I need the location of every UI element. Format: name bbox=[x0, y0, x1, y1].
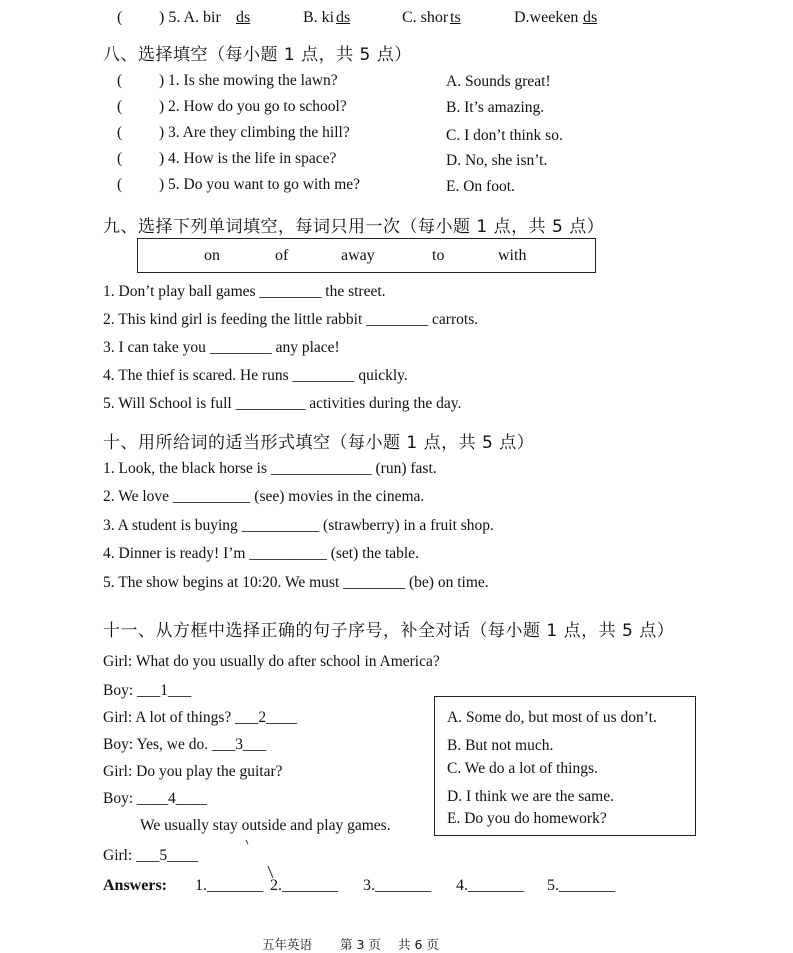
pen-mark bbox=[240, 836, 280, 882]
form-sentence: 5. The show begins at 10:20. We must ________ (be) on time. bbox=[103, 574, 489, 591]
q1-option: A. Sounds great! bbox=[446, 73, 551, 90]
q2-option: B. It’s amazing. bbox=[446, 99, 545, 116]
answer-blank: 1._______ bbox=[195, 877, 263, 894]
form-sentence: 4. Dinner is ready! I’m __________ (set) the table. bbox=[103, 545, 419, 562]
option-a-tail: ds bbox=[236, 9, 251, 26]
dialogue-line: Boy: ____4____ bbox=[103, 790, 207, 807]
q4-text: ) 4. How is the life in space? bbox=[159, 150, 337, 167]
footer-subject: 五年英语 bbox=[262, 937, 313, 952]
answer-blank: 2._______ bbox=[270, 877, 338, 894]
word-bank-item: away bbox=[341, 247, 375, 264]
dialogue-option: D. I think we are the same. bbox=[447, 788, 614, 805]
form-sentence: 3. A student is buying __________ (strawberry) in a fruit shop. bbox=[103, 517, 494, 534]
fill-sentence: 5. Will School is full _________ activities during the day. bbox=[103, 395, 462, 412]
word-bank-item: of bbox=[275, 247, 289, 264]
dialogue-line: Boy: ___1___ bbox=[103, 682, 192, 699]
form-sentence: 2. We love __________ (see) movies in the cinema. bbox=[103, 488, 425, 505]
word-bank-item: to bbox=[432, 247, 445, 264]
fill-sentence: 3. I can take you ________ any place! bbox=[103, 339, 340, 356]
q4-option: D. No, she isn’t. bbox=[446, 152, 548, 169]
answer-blank: 5._______ bbox=[547, 877, 615, 894]
dialogue-line: We usually stay outside and play games. bbox=[140, 817, 391, 834]
footer-page: 第 3 页 bbox=[340, 937, 381, 952]
footer-total: 共 6 页 bbox=[398, 937, 439, 952]
answer-blank: 3._______ bbox=[363, 877, 431, 894]
option-b-head: B. ki bbox=[303, 9, 335, 26]
answers-label: Answers: bbox=[103, 877, 167, 894]
dialogue-option: C. We do a lot of things. bbox=[447, 760, 598, 777]
answer-paren: ( bbox=[117, 9, 123, 26]
q2-paren: ( bbox=[117, 98, 123, 115]
option-d-tail: ds bbox=[583, 9, 598, 26]
section10-title: 十、用所给词的适当形式填空（每小题 1 点，共 5 点） bbox=[103, 433, 535, 453]
dialogue-line: Girl: ___5____ bbox=[103, 847, 199, 864]
q2-text: ) 2. How do you go to school? bbox=[159, 98, 347, 115]
q1-text: ) 1. Is she mowing the lawn? bbox=[159, 72, 338, 89]
dialogue-line: Girl: Do you play the guitar? bbox=[103, 763, 283, 780]
q5-option: E. On foot. bbox=[446, 178, 515, 195]
word-bank-box bbox=[137, 238, 596, 273]
q5-paren: ( bbox=[117, 176, 123, 193]
options-box bbox=[434, 696, 696, 836]
q1-paren: ( bbox=[117, 72, 123, 89]
dialogue-option: E. Do you do homework? bbox=[447, 810, 607, 827]
dialogue-line: Girl: What do you usually do after school in America? bbox=[103, 653, 440, 670]
option-a-head: ) 5. A. bir bbox=[159, 9, 221, 26]
dialogue-option: B. But not much. bbox=[447, 737, 554, 754]
q5-text: ) 5. Do you want to go with me? bbox=[159, 176, 361, 193]
q4-paren: ( bbox=[117, 150, 123, 167]
fill-sentence: 4. The thief is scared. He runs ________ quickly. bbox=[103, 367, 408, 384]
option-d-head: D.weeken bbox=[514, 9, 579, 26]
answer-blank: 4._______ bbox=[456, 877, 524, 894]
form-sentence: 1. Look, the black horse is _____________ (run) fast. bbox=[103, 460, 437, 477]
option-c-head: C. shor bbox=[402, 9, 449, 26]
q3-text: ) 3. Are they climbing the hill? bbox=[159, 124, 350, 141]
dialogue-option: A. Some do, but most of us don’t. bbox=[447, 709, 657, 726]
q3-paren: ( bbox=[117, 124, 123, 141]
dialogue-line: Boy: Yes, we do. ___3___ bbox=[103, 736, 267, 753]
fill-sentence: 2. This kind girl is feeding the little rabbit ________ carrots. bbox=[103, 311, 479, 328]
fill-sentence: 1. Don’t play ball games ________ the street. bbox=[103, 283, 386, 300]
section8-title: 八、选择填空（每小题 1 点，共 5 点） bbox=[103, 45, 412, 65]
word-bank-item: with bbox=[498, 247, 527, 264]
dialogue-line: Girl: A lot of things? ___2____ bbox=[103, 709, 298, 726]
option-b-tail: ds bbox=[336, 9, 351, 26]
word-bank-item: on bbox=[204, 247, 220, 264]
q3-option: C. I don’t think so. bbox=[446, 127, 563, 144]
section11-title: 十一、从方框中选择正确的句子序号，补全对话（每小题 1 点，共 5 点） bbox=[103, 621, 675, 641]
option-c-tail: ts bbox=[450, 9, 461, 26]
section9-title: 九、选择下列单词填空，每词只用一次（每小题 1 点，共 5 点） bbox=[103, 217, 605, 237]
